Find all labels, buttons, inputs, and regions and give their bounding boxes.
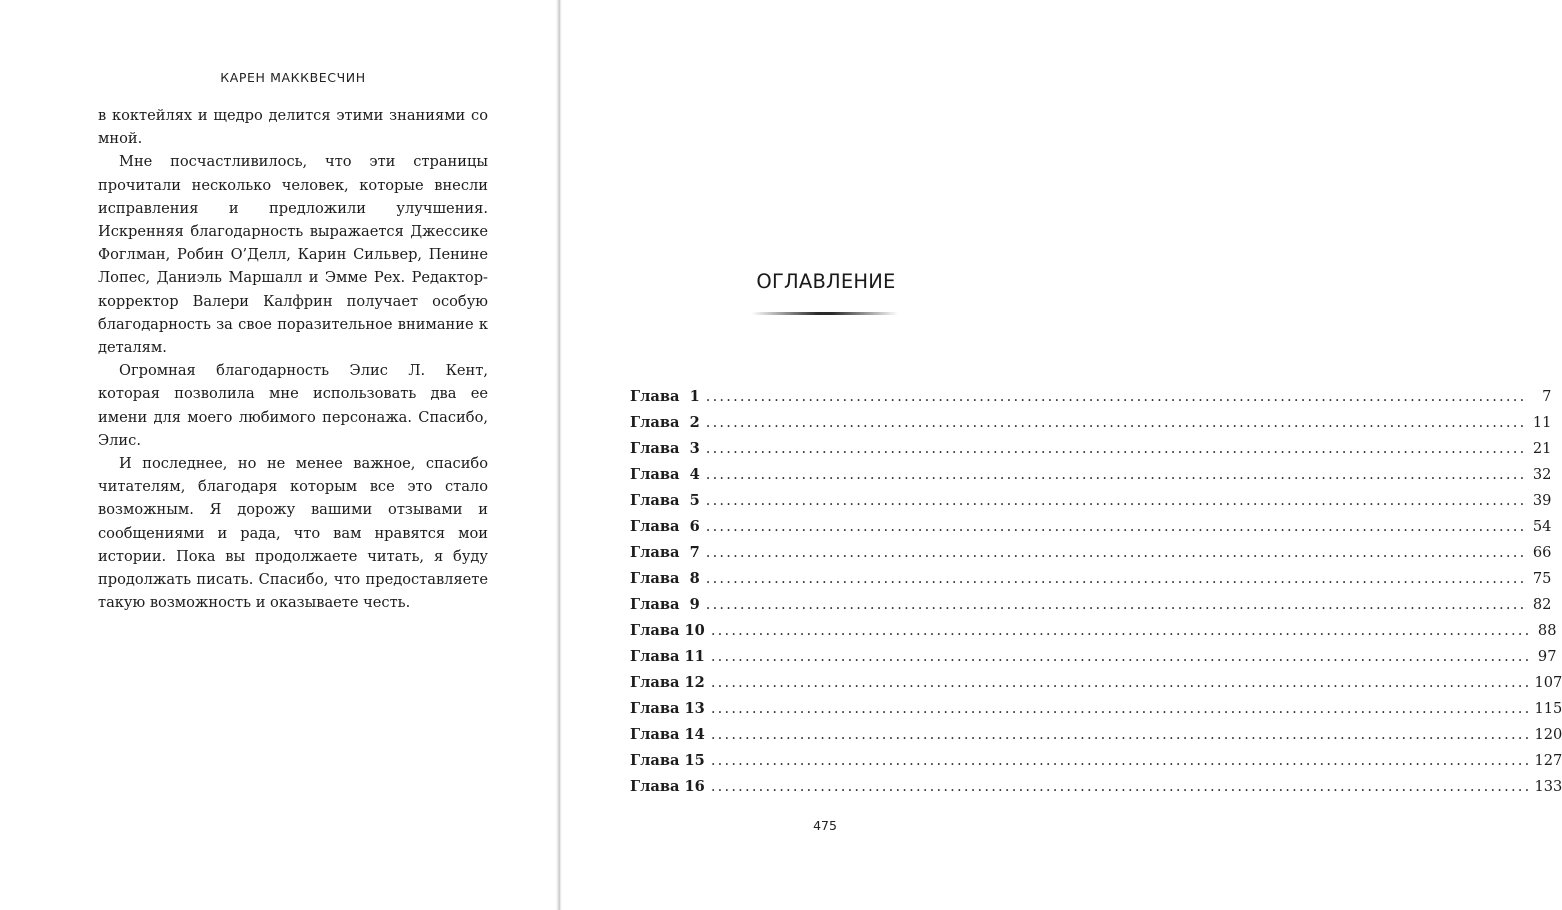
toc-leader-dots: ........................................................................................................................ <box>705 544 1527 561</box>
toc-leader-dots: ........................................................................................................................ <box>710 648 1532 665</box>
paragraph: в коктейлях и щедро делится этими знаниями со мной. <box>98 107 488 148</box>
toc-entry-label: Глава 6 <box>630 518 700 535</box>
toc-entry-label: Глава 8 <box>630 570 700 587</box>
toc-entry[interactable] <box>630 462 1552 488</box>
toc-entry-label: Глава 15 <box>630 752 705 769</box>
toc-leader-dots: ........................................................................................................................ <box>710 622 1532 639</box>
toc-entry[interactable] <box>630 592 1552 618</box>
toc-entry-page: 39 <box>1532 492 1552 509</box>
toc-leader-dots: ........................................................................................................................ <box>710 674 1532 691</box>
toc-entry-page: 75 <box>1532 570 1552 587</box>
toc-entry-page: 21 <box>1532 440 1552 457</box>
toc-entry[interactable] <box>630 436 1552 462</box>
left-page-text <box>98 104 488 614</box>
toc-entry-page: 115 <box>1534 700 1562 717</box>
paragraph: Мне посчастливилось, что эти страницы прочитали несколько человек, которые внесли исправления и предложили улучшения. Искренняя благодарность выражается Джессике Фоглман, Робин О’Делл, Карин Сильвер, Пенине Лопес, Даниэль Маршалл и Эмме Рех. Редактор-корректор Валери Калфрин получает особую благодарность за свое поразительное внимание к деталям. <box>98 153 488 357</box>
toc-title-rule <box>752 312 898 315</box>
toc-entry[interactable] <box>630 540 1552 566</box>
toc-leader-dots: ........................................................................................................................ <box>710 778 1532 795</box>
toc-entry-page: 107 <box>1534 674 1562 691</box>
toc-entry[interactable] <box>630 618 1557 644</box>
toc-entry[interactable] <box>630 566 1552 592</box>
toc-entry-page: 82 <box>1532 596 1552 613</box>
toc-entry-page: 11 <box>1532 414 1552 431</box>
toc-entry[interactable] <box>630 488 1552 514</box>
toc-leader-dots: ........................................................................................................................ <box>710 726 1532 743</box>
page-gutter <box>556 0 562 910</box>
toc-entry-page: 133 <box>1534 778 1562 795</box>
toc-leader-dots: ........................................................................................................................ <box>705 492 1527 509</box>
toc-entry-label: Глава 4 <box>630 466 700 483</box>
toc-leader-dots: ........................................................................................................................ <box>705 466 1527 483</box>
toc-entry-page: 66 <box>1532 544 1552 561</box>
paragraph: Огромная благодарность Элис Л. Кент, которая позволила мне использовать два ее имени для моего любимого персонажа. Спасибо, Элис. <box>98 362 488 449</box>
toc-entry-label: Глава 3 <box>630 440 700 457</box>
toc-entry[interactable] <box>630 722 1562 748</box>
toc-entry-page: 127 <box>1534 752 1562 769</box>
toc-entry[interactable] <box>630 696 1562 722</box>
toc-entry[interactable] <box>630 774 1562 800</box>
toc-entry[interactable] <box>630 410 1552 436</box>
toc-leader-dots: ........................................................................................................................ <box>705 596 1527 613</box>
toc-entry-label: Глава 12 <box>630 674 705 691</box>
toc-entry-label: Глава 7 <box>630 544 700 561</box>
paragraph: И последнее, но не менее важное, спасибо читателям, благодаря которым все это стало возможным. Я дорожу вашими отзывами и сообщениями и рада, что вам нравятся мои истории. Пока вы продолжаете читать, я буду продолжать писать. Спасибо, что предоставляете такую возможность и оказываете честь. <box>98 455 488 612</box>
toc-entry-label: Глава 13 <box>630 700 705 717</box>
toc-entry[interactable] <box>630 514 1552 540</box>
toc-entry[interactable] <box>630 384 1552 410</box>
toc-entry[interactable] <box>630 670 1562 696</box>
toc-entry-label: Глава 10 <box>630 622 705 639</box>
toc-entry-page: 7 <box>1542 388 1552 405</box>
toc-entry-label: Глава 14 <box>630 726 705 743</box>
toc-entry-label: Глава 2 <box>630 414 700 431</box>
toc-leader-dots: ........................................................................................................................ <box>705 388 1527 405</box>
toc-entry-page: 32 <box>1532 466 1552 483</box>
toc-leader-dots: ........................................................................................................................ <box>705 440 1527 457</box>
table-of-contents <box>630 384 1562 800</box>
running-head: КАРЕН МАККВЕСЧИН <box>220 70 366 85</box>
toc-leader-dots: ........................................................................................................................ <box>705 570 1527 587</box>
toc-entry[interactable] <box>630 748 1562 774</box>
toc-entry-page: 54 <box>1532 518 1552 535</box>
toc-entry-label: Глава 16 <box>630 778 705 795</box>
toc-entry-label: Глава 9 <box>630 596 700 613</box>
toc-entry-label: Глава 1 <box>630 388 700 405</box>
page-number: 475 <box>813 818 837 833</box>
toc-leader-dots: ........................................................................................................................ <box>710 700 1532 717</box>
toc-leader-dots: ........................................................................................................................ <box>705 518 1527 535</box>
toc-entry-page: 97 <box>1537 648 1557 665</box>
toc-entry-page: 88 <box>1537 622 1557 639</box>
toc-title: ОГЛАВЛЕНИЕ <box>756 270 896 293</box>
toc-entry-label: Глава 5 <box>630 492 700 509</box>
toc-entry-label: Глава 11 <box>630 648 705 665</box>
toc-leader-dots: ........................................................................................................................ <box>705 414 1527 431</box>
toc-leader-dots: ........................................................................................................................ <box>710 752 1532 769</box>
toc-entry-page: 120 <box>1534 726 1562 743</box>
toc-entry[interactable] <box>630 644 1557 670</box>
